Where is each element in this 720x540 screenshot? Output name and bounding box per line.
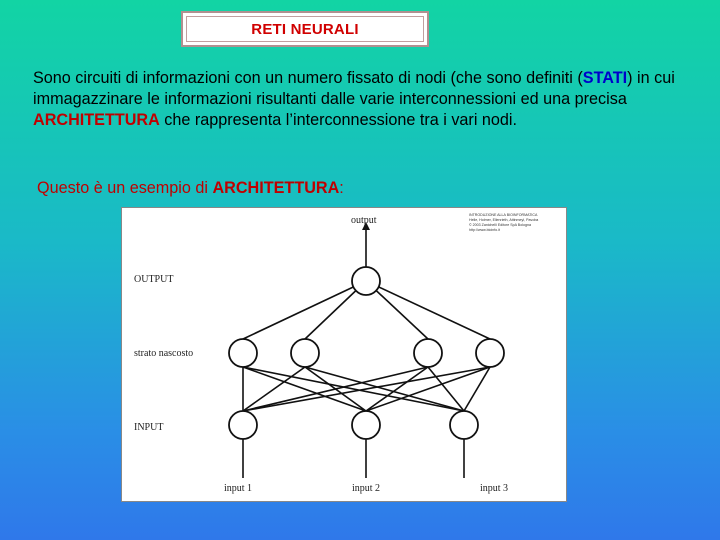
input-neuron-2 (352, 411, 380, 439)
input-neuron-3 (450, 411, 478, 439)
example-suffix: : (339, 179, 344, 197)
slide-title: RETI NEURALI (251, 20, 359, 38)
paragraph-text-3: che rappresenta l’interconnessione tra i vari nodi. (159, 111, 518, 129)
network-diagram (122, 208, 566, 501)
edge-out-h1 (243, 281, 366, 339)
stati-keyword: STATI (582, 69, 628, 87)
layer-label-hidden: strato nascosto (134, 348, 194, 359)
credit-block (469, 213, 538, 232)
credit-line-4: http://www.bioinfo.it (469, 228, 500, 232)
credit-line-3: © 2003 Zanichelli Editore SpA Bologna (469, 223, 531, 227)
paragraph-text-2: ) in cui immagazzinare le informazioni risultanti dalle varie interconnessioni ed una precisa (33, 69, 675, 108)
definition-paragraph (33, 68, 703, 131)
hidden-neuron-4 (476, 339, 504, 367)
output-top-label: output (351, 215, 377, 226)
example-keyword: ARCHITETTURA (212, 179, 340, 197)
hidden-neuron-3 (414, 339, 442, 367)
paragraph-text-1: Sono circuiti di informazioni con un numero fissato di nodi (che sono definiti ( (33, 69, 583, 87)
connections (243, 226, 490, 478)
layer-label-output: OUTPUT (134, 274, 174, 285)
credit-line-2: Helle, Holmer, Ellenrieth, Attinmeyl, Pavoba (469, 218, 539, 222)
hidden-neuron-2 (291, 339, 319, 367)
output-neuron (352, 267, 380, 295)
example-line (37, 179, 344, 198)
title-box (181, 11, 429, 47)
example-prefix: Questo è un esempio di (37, 179, 213, 197)
credit-line-1: INTRODUZIONE ALLA BIOINFORMATICA (469, 213, 538, 217)
neurons (229, 267, 504, 439)
input-label-1: input 1 (224, 483, 253, 494)
edge-h3-i1 (243, 367, 428, 411)
edge-h4-i3 (464, 367, 490, 411)
input-label-3: input 3 (480, 483, 509, 494)
input-label-2: input 2 (352, 483, 381, 494)
architettura-keyword: ARCHITETTURA (33, 111, 160, 129)
input-neuron-1 (229, 411, 257, 439)
edge-out-h4 (366, 281, 490, 339)
hidden-neuron-1 (229, 339, 257, 367)
layer-label-input: INPUT (134, 422, 164, 433)
edge-h1-i2 (243, 367, 366, 411)
network-figure (121, 207, 567, 502)
